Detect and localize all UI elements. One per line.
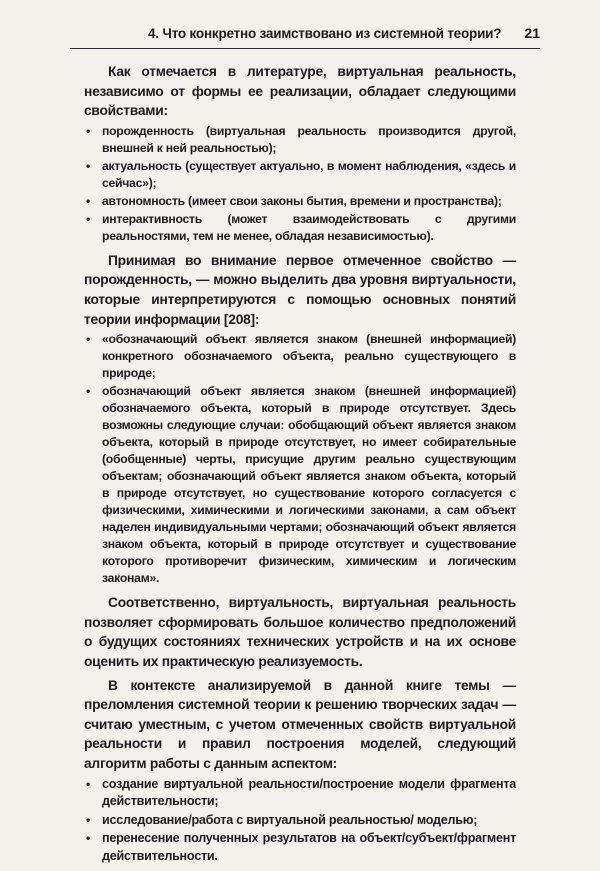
- list-item-text: актуальность (существует актуально, в момент наблюдения, «здесь и сейчас»);: [102, 158, 516, 190]
- list-item-text: создание виртуальной реальности/построение модели фрагмента действительности;: [102, 776, 516, 808]
- list-item-text: перенесение полученных результатов на объект/субъект/фрагмент действительности.: [102, 831, 516, 863]
- page-number: 21: [524, 25, 540, 41]
- list-item: [84, 331, 516, 382]
- list-item: [84, 123, 516, 157]
- bullet-icon: •: [86, 158, 90, 173]
- list-item-text: автономность (имеет свои законы бытия, времени и пространства);: [102, 193, 502, 208]
- bullet-icon: •: [86, 123, 90, 138]
- bullet-icon: •: [86, 332, 90, 347]
- list-item: [84, 812, 516, 830]
- paragraph-properties-intro: Как отмечается в литературе, виртуальная реальность, независимо от формы ее реализации, обладает следующими свойствами:: [84, 64, 516, 119]
- properties-list: [84, 123, 516, 245]
- paragraph-virtuality-levels: Принимая во внимание первое отмеченное свойство — порожденность, — можно выделить два уровня виртуальности, которые интерпретируются с помощью основных понятий теории информации [208]:: [84, 252, 516, 327]
- paragraph-consequence: Соответственно, виртуальность, виртуальная реальность позволяет сформировать большое количество предположений о будущих состояниях технических устройств и на их основе оценить их практическую реализуемость.: [84, 595, 516, 669]
- bullet-icon: •: [86, 193, 90, 208]
- bullet-icon: •: [86, 812, 90, 827]
- virtuality-levels-list: [84, 331, 516, 587]
- algorithm-list: [84, 776, 516, 866]
- running-header: [70, 22, 540, 49]
- list-item-text: «обозначающий объект является знаком (внешней информацией) конкретного обозначаемого объекта, реально существующего в природе;: [102, 332, 516, 381]
- chapter-title: 4. Что конкретно заимствовано из системной теории?: [148, 26, 502, 41]
- list-item-text: обозначающий объект является знаком (внешней информацией) обозначаемого объекта, который в природе отсутствует. Здесь возможны следующие случаи: обобщающий объект является знаком объекта, который в природе отсутствует, но имеет собирательные (обобщенные) черты, присущие другим реально существующим объектам; обозначающий объект является знаком объекта, который в природе отсутствует, но существование которого согласуется с физическими, химическими и логическими законами, а сам объект наделен индивидуальными чертами; обозначающий объект является знаком объекта, который в природе отсутствует и существование которого противоречит физическим, химическим и логическим законам».: [102, 384, 516, 586]
- list-item: [84, 211, 516, 245]
- list-item: [84, 158, 516, 192]
- list-item-text: исследование/работа с виртуальной реальностью/ моделью;: [102, 812, 478, 827]
- list-item-text: интерактивность (может взаимодействовать с другими реальностями, тем не менее, обладая независимостью).: [102, 211, 516, 243]
- list-item: [84, 830, 516, 865]
- bullet-icon: •: [86, 776, 90, 791]
- bullet-icon: •: [86, 211, 90, 226]
- list-item-text: порожденность (виртуальная реальность производится другой, внешней к ней реальностью);: [102, 123, 516, 155]
- list-item: [84, 193, 516, 210]
- paragraph-algorithm-intro: В контексте анализируемой в данной книге темы — преломления системной теории к решению творческих задач — считаю уместным, с учетом отмеченных свойств виртуальной реальности и правил построения моделей, следующий алгоритм работы с данным аспектом:: [84, 677, 516, 771]
- list-item: [84, 383, 516, 587]
- bullet-icon: •: [86, 384, 90, 399]
- bullet-icon: •: [86, 831, 90, 845]
- list-item: [84, 776, 516, 811]
